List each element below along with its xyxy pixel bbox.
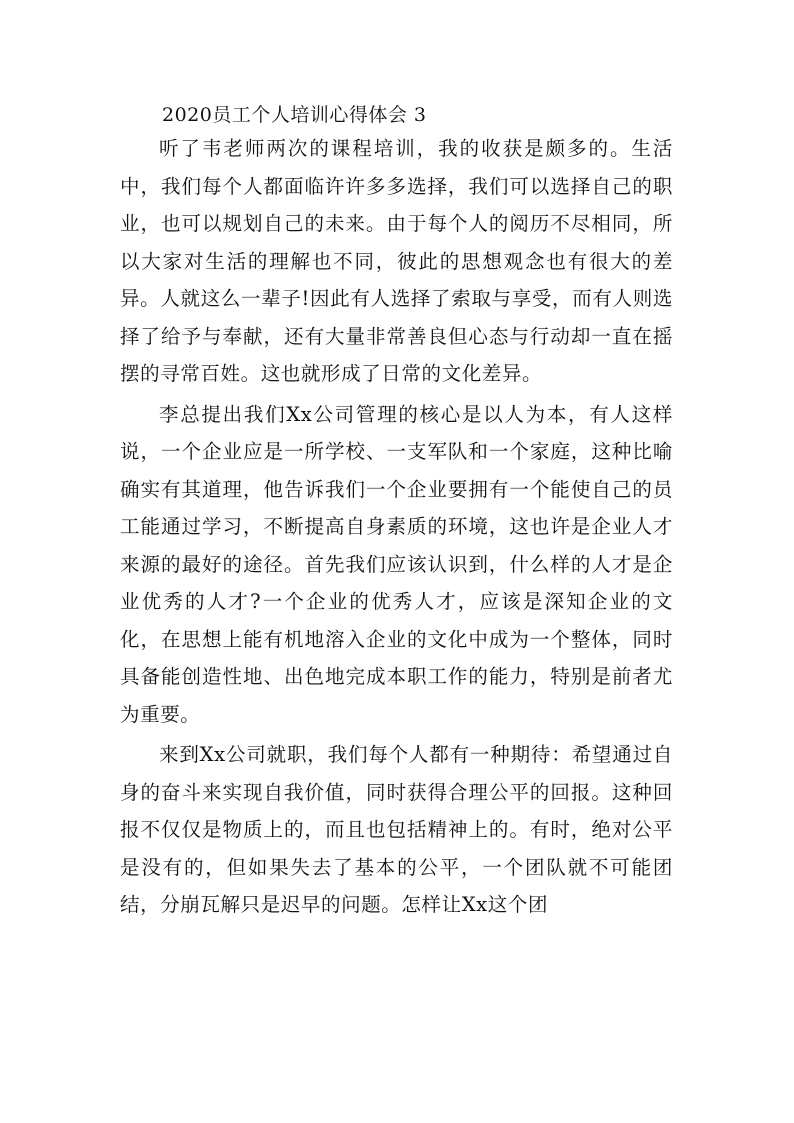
document-title: 2020员工个人培训心得体会 3 [162,104,427,126]
paragraph-1: 听了韦老师两次的课程培训，我的收获是颇多的。生活中，我们每个人都面临许许多多选择，我们可以选择自己的职业，也可以规划自己的未来。由于每个人的阅历不尽相同，所以大家对生活的理解也不同，彼此的思想观念也有很大的差异。人就这么一辈子!因此有人选择了索取与享受，而有人则选择了给予与奉献，还有大量非常善良但心态与行动却一直在摇摆的寻常百姓。这也就形成了日常的文化差异。 [120,137,673,385]
paragraph-2: 李总提出我们Xx公司管理的核心是以人为本，有人这样说，一个企业应是一所学校、一支军队和一个家庭，这种比喻确实有其道理，他告诉我们一个企业要拥有一个能使自己的员工能通过学习，不断提高自身素质的环境，这也许是企业人才来源的最好的途径。首先我们应该认识到，什么样的人才是企业优秀的人才?一个企业的优秀人才，应该是深知企业的文化，在思想上能有机地溶入企业的文化中成为一个整体，同时具备能创造性地、出色地完成本职工作的能力，特别是前者尤为重要。 [120,402,673,726]
document-body [120,100,673,924]
paragraph-3: 来到Xx公司就职，我们每个人都有一种期待：希望通过自身的奋斗来实现自我价值，同时获得合理公平的回报。这种回报不仅仅是物质上的，而且也包括精神上的。有时，绝对公平是没有的，但如果失去了基本的公平，一个团队就不可能团结，分崩瓦解只是迟早的问题。怎样让Xx这个团 [120,743,673,916]
